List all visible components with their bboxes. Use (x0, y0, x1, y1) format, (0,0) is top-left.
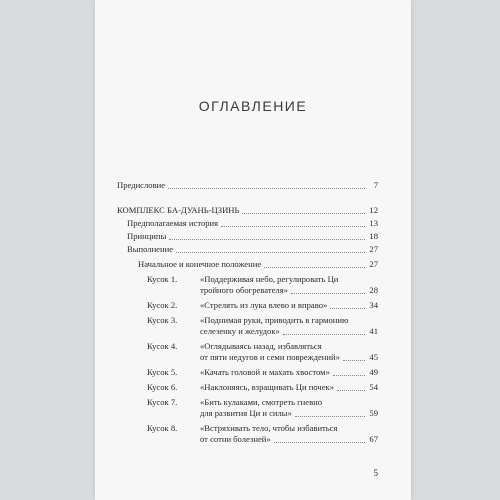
toc-entry-preface (117, 180, 378, 191)
page-title: ОГЛАВЛЕНИЕ (198, 98, 308, 114)
piece-number: Кусок 6. (147, 382, 178, 392)
toc-entry-history (117, 218, 378, 229)
toc-entry-label: Предисловие (117, 180, 166, 190)
leader-dots (283, 334, 365, 335)
toc-entry-page: 41 (369, 326, 378, 336)
toc-entry-execution (117, 244, 378, 255)
piece-title-line: от пяти недугов и семи повреждений» (200, 352, 340, 362)
toc-piece-1 (117, 274, 378, 296)
leader-dots (295, 416, 365, 417)
piece-number: Кусок 5. (147, 367, 178, 377)
toc-entry-page: 13 (369, 218, 378, 228)
toc-piece-8 (117, 423, 378, 445)
leader-dots (176, 252, 365, 253)
toc-piece-5 (117, 367, 378, 378)
toc-entry-principles (117, 231, 378, 242)
piece-title-line: «Наклоняясь, взращивать Ци почек» (200, 382, 334, 392)
piece-title-line: селезенку и желудок» (200, 326, 280, 336)
toc-entry-page: 7 (373, 180, 378, 190)
piece-title-line: «Оглядываясь назад, избавляться (200, 341, 322, 351)
book-page (95, 0, 411, 500)
toc-entry-start-position (117, 259, 378, 270)
toc-piece-7 (117, 397, 378, 419)
toc-piece-4 (117, 341, 378, 363)
toc-entry-page: 34 (369, 300, 378, 310)
piece-title-line: тройного обогревателя» (200, 285, 288, 295)
toc-entry-page: 54 (369, 382, 378, 392)
toc-piece-6 (117, 382, 378, 393)
piece-number: Кусок 4. (147, 341, 178, 351)
piece-number: Кусок 2. (147, 300, 178, 310)
toc-entry-page: 67 (369, 434, 378, 444)
toc-entry-page: 28 (369, 285, 378, 295)
toc-entry-page: 27 (369, 244, 378, 254)
piece-title-line: «Стрелять из лука влево и вправо» (200, 300, 328, 310)
piece-title-line: «Качать головой и махать хвостом» (200, 367, 330, 377)
piece-title-line: «Поднимая руки, приводить в гармонию (200, 315, 349, 325)
leader-dots (221, 226, 365, 227)
leader-dots (330, 308, 365, 309)
piece-number: Кусок 7. (147, 397, 178, 407)
leader-dots (291, 293, 365, 294)
leader-dots (333, 375, 365, 376)
piece-number: Кусок 8. (147, 423, 178, 433)
piece-number: Кусок 3. (147, 315, 178, 325)
piece-title-line: для развития Ци и силы» (200, 408, 292, 418)
toc-piece-2 (117, 300, 378, 311)
leader-dots (343, 360, 365, 361)
leader-dots (337, 390, 365, 391)
toc-piece-3 (117, 315, 378, 337)
toc-entry-page: 49 (369, 367, 378, 377)
leader-dots (274, 442, 365, 443)
toc-entry-label: Принципы (127, 231, 167, 241)
toc-entry-page: 59 (369, 408, 378, 418)
piece-title-line: от сотни болезней» (200, 434, 271, 444)
toc-entry-page: 18 (369, 231, 378, 241)
toc-entry-complex (117, 205, 378, 216)
leader-dots (168, 188, 365, 189)
leader-dots (169, 239, 365, 240)
page-number: 5 (373, 468, 378, 478)
leader-dots (242, 213, 365, 214)
table-of-contents (117, 180, 378, 445)
toc-entry-label: Начальное и конечное положение (138, 259, 262, 269)
piece-title-line: «Бить кулаками, смотреть гневно (200, 397, 323, 407)
toc-entry-page: 12 (369, 205, 378, 215)
piece-title-line: «Поддерживая небо, регулировать Ци (200, 274, 339, 284)
piece-number: Кусок 1. (147, 274, 178, 284)
toc-entry-page: 45 (369, 352, 378, 362)
toc-entry-label: Выполнение (127, 244, 174, 254)
toc-entry-page: 27 (369, 259, 378, 269)
leader-dots (264, 267, 365, 268)
piece-title-line: «Встряхивать тело, чтобы избавиться (200, 423, 338, 433)
toc-entry-label: Предполагаемая история (127, 218, 219, 228)
toc-entry-label: КОМПЛЕКС БА-ДУАНЬ-ЦЗИНЬ (117, 205, 240, 215)
